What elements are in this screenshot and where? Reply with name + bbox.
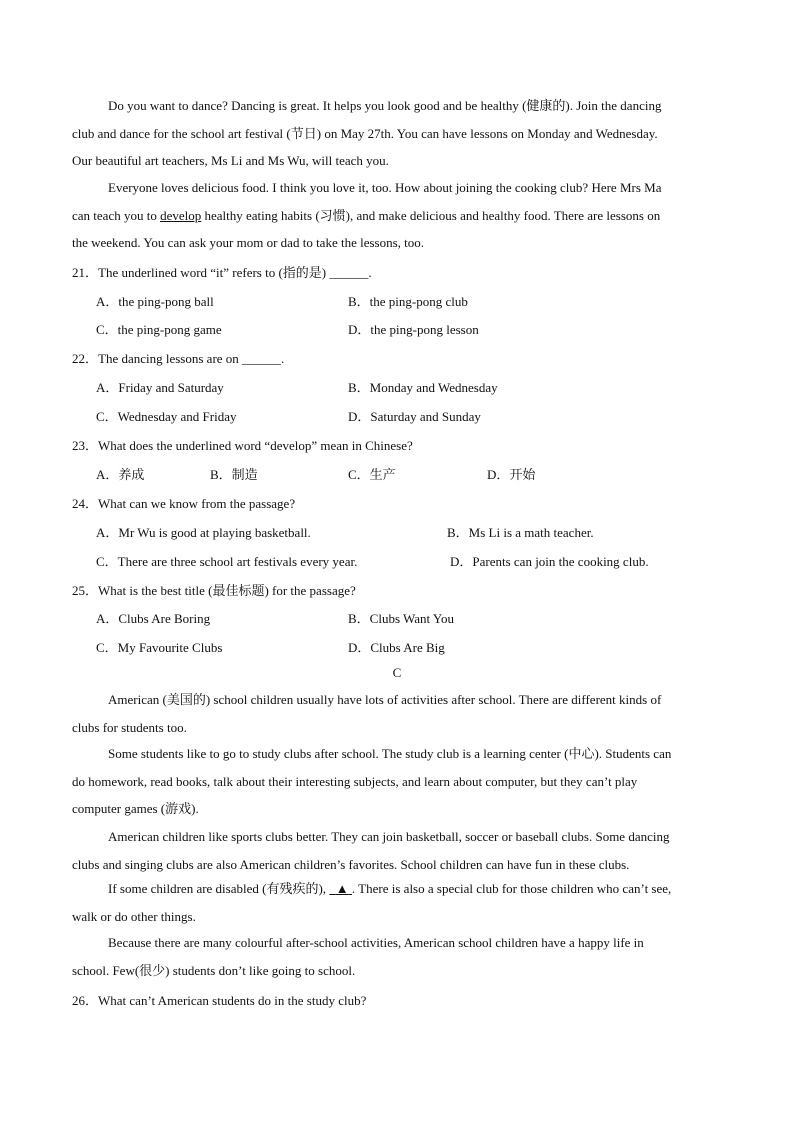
- text-line: clubs for students too.: [72, 719, 187, 735]
- option: B．the ping-pong club: [348, 294, 468, 309]
- text-line: Because there are many colourful after-school activities, American school children have a happy life in: [108, 935, 644, 950]
- option: B．Ms Li is a math teacher.: [447, 525, 594, 540]
- option: D．Saturday and Sunday: [348, 409, 481, 424]
- option: C．the ping-pong game: [96, 322, 222, 337]
- option: C．My Favourite Clubs: [96, 640, 223, 655]
- text-line: computer games (游戏).: [72, 801, 199, 816]
- option: A．养成: [96, 467, 145, 482]
- question-26: 26．What can’t American students do in the study club?: [72, 993, 367, 1008]
- option: D．开始: [487, 467, 536, 482]
- question-23: 23．What does the underlined word “develop” mean in Chinese?: [72, 438, 413, 453]
- question-25: 25．What is the best title (最佳标题) for the passage?: [72, 583, 356, 598]
- option: C．There are three school art festivals every year.: [96, 554, 358, 569]
- option: A．Friday and Saturday: [96, 380, 224, 395]
- text-line: clubs and singing clubs are also American children’s favorites. School children can have fun in these clubs.: [72, 856, 630, 872]
- text-line: If some children are disabled (有残疾的), ▲ . There is also a special club for those children who can’t see,: [108, 881, 672, 896]
- option: B．Monday and Wednesday: [348, 380, 498, 395]
- underlined-word: develop: [160, 207, 202, 223]
- option: B．制造: [210, 467, 258, 482]
- option: C．生产: [348, 467, 396, 482]
- question-22: 22．The dancing lessons are on ______.: [72, 351, 285, 366]
- text-line: American children like sports clubs better. They can join basketball, soccer or baseball clubs. Some dancing: [108, 829, 670, 844]
- section-heading: C: [392, 665, 402, 680]
- question-21: 21．The underlined word “it” refers to (指的是) ______.: [72, 265, 372, 280]
- passage-paragraph-conclusion: [72, 929, 722, 984]
- question-24: 24．What can we know from the passage?: [72, 496, 296, 511]
- text-line: walk or do other things.: [72, 908, 196, 924]
- passage-paragraph-cooking: [72, 174, 722, 257]
- option: B．Clubs Want You: [348, 611, 454, 626]
- option: C．Wednesday and Friday: [96, 409, 237, 424]
- text-line: do homework, read books, talk about their interesting subjects, and learn about computer, but they can’t play: [72, 773, 638, 789]
- passage-paragraph-sports: [72, 823, 722, 878]
- option: A．Mr Wu is good at playing basketball.: [96, 525, 311, 540]
- text-line: Do you want to dance? Dancing is great. It helps you look good and be healthy (健康的). Join the dancing: [108, 98, 662, 113]
- text-line: Everyone loves delicious food. I think you love it, too. How about joining the cooking club? Here Mrs Ma: [108, 180, 662, 195]
- option: D．Clubs Are Big: [348, 640, 445, 655]
- text-line: American (美国的) school children usually have lots of activities after school. There are different kinds of: [108, 692, 662, 707]
- passage-paragraph-study-club: [72, 740, 722, 823]
- text-line: can teach you to develop healthy eating habits (习惯), and make delicious and healthy food. There are lessons on: [72, 207, 661, 223]
- option: D．Parents can join the cooking club.: [450, 554, 649, 569]
- passage-paragraph-dancing: [72, 92, 722, 175]
- passage-paragraph-disabled: [72, 875, 722, 930]
- text-line: the weekend. You can ask your mom or dad to take the lessons, too.: [72, 235, 425, 250]
- option: A．Clubs Are Boring: [96, 611, 211, 626]
- text-line: school. Few(很少) students don’t like going to school.: [72, 962, 356, 978]
- text-line: Our beautiful art teachers, Ms Li and Ms Wu, will teach you.: [72, 153, 389, 168]
- text-line: club and dance for the school art festival (节日) on May 27th. You can have lessons on Monday and Wednesday.: [72, 125, 658, 141]
- blank-marker: ▲: [335, 881, 349, 896]
- option: A．the ping-pong ball: [96, 294, 214, 309]
- text-line: Some students like to go to study clubs after school. The study club is a learning center (中心). Students can: [108, 746, 672, 761]
- option: D．the ping-pong lesson: [348, 322, 479, 337]
- passage-paragraph-intro: [72, 686, 722, 741]
